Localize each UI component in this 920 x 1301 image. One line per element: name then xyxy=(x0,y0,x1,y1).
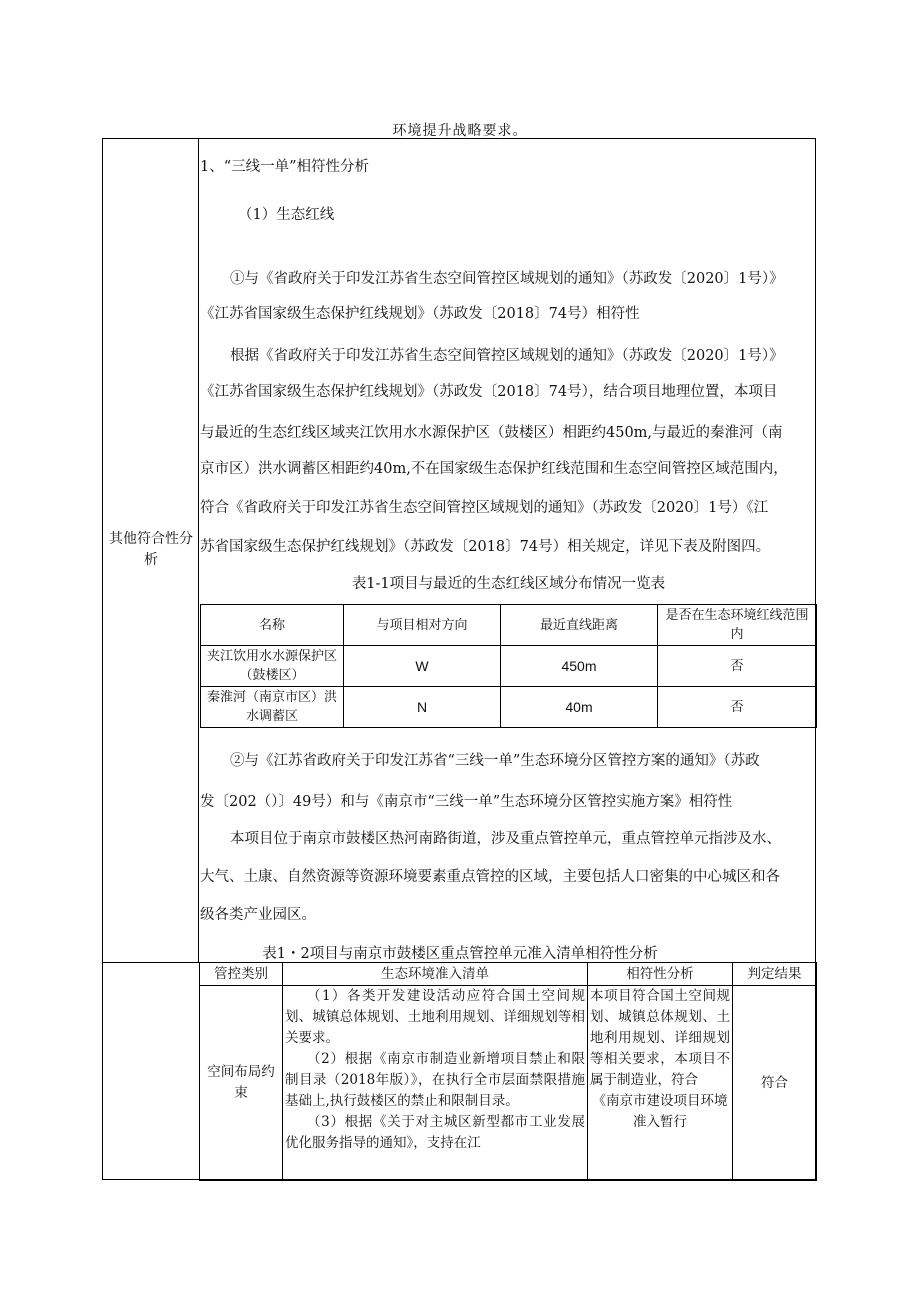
table2-list-item: （3）根据《关于对主城区新型都市工业发展优化服务指导的通知》，支持在江 xyxy=(285,1114,585,1151)
table2-header-analysis: 相符性分析 xyxy=(588,963,733,986)
table1-cell-direction: N xyxy=(344,687,501,728)
form-frame xyxy=(102,138,816,1180)
table2-cell-list xyxy=(283,986,588,1181)
table2-cell-analysis xyxy=(588,986,733,1181)
para4-line1: 本项目位于南京市鼓楼区热河南路街道，涉及重点管控单元，重点管控单元指涉及水、 xyxy=(230,831,781,847)
heading-three-lines: 1、“三线一单”相符性分析 xyxy=(200,159,370,175)
table1-cell-inside: 否 xyxy=(658,646,817,687)
table2-caption: 表1・2项目与南京市鼓楼区重点管控单元准入清单相符性分析 xyxy=(262,946,658,962)
table2-list-item: （1）各类开发建设活动应符合国土空间规划、城镇总体规划、土地利用规划、详细规划等相关要求。 xyxy=(285,988,585,1046)
table2-cell-category: 空间布局约束 xyxy=(200,986,283,1181)
table1-header xyxy=(201,605,817,646)
table1-cell-name: 夹江饮用水水源保护区（鼓楼区） xyxy=(201,646,344,687)
para4-line3: 级各类产业园区。 xyxy=(200,907,316,923)
table1-cell-distance: 450m xyxy=(501,646,658,687)
table2-header-category: 管控类别 xyxy=(200,963,283,986)
para3-line1: ②与《江苏省政府关于印发江苏省“三线一单”生态环境分区管控方案的通知》（苏政 xyxy=(230,753,760,769)
table2-cell-result: 符合 xyxy=(733,986,817,1181)
analysis-content xyxy=(200,139,817,962)
para2-line2: 《江苏省国家级生态保护红线规划》（苏政发〔2018〕74号），结合项目地理位置，本项目 xyxy=(200,384,778,400)
para3-line2: 发〔202（）〕49号）和与《南京市“三线一单”生态环境分区管控实施方案》相符性 xyxy=(200,794,733,810)
para2-line6: 苏省国家级生态保护红线规划》（苏政发〔2018〕74号）相关规定，详见下表及附图四。 xyxy=(200,539,771,555)
table2-list-item: （2）根据《南京市制造业新增项目禁止和限制目录（2018年版）》，在执行全市层面禁限措施基础上,执行鼓楼区的禁止和限制目录。 xyxy=(285,1051,585,1109)
table1-caption: 表1-1项目与最近的生态红线区域分布情况一览表 xyxy=(351,576,666,592)
table1-cell-direction: W xyxy=(344,646,501,687)
para2-line5: 符合《省政府关于印发江苏省生态空间管控区域规划的通知》（苏政发〔2020〕1号）《江 xyxy=(200,500,769,516)
table1-cell-name: 秦淮河（南京市区）洪水调蓄区 xyxy=(201,687,344,728)
para2-line1: 根据《省政府关于印发江苏省生态空间管控区域规划的通知》（苏政发〔2020〕1号）》 xyxy=(230,348,784,364)
table1-cell-inside: 否 xyxy=(658,687,817,728)
para1-line1: ①与《省政府关于印发江苏省生态空间管控区域规划的通知》（苏政发〔2020〕1号）》 xyxy=(230,271,784,287)
table2-analysis-text: 本项目符合国土空间规划、城镇总体规划、土地利用规划、详细规划等相关要求，本项目不属于制造业，符合 xyxy=(590,988,730,1088)
page-top-line: 环境提升战略要求。 xyxy=(392,123,528,139)
para2-line4: 京市区）洪水调蓄区相距约40m,不在国家级生态保护红线范围和生态空间管控区域范围内， xyxy=(200,461,788,477)
table2-header xyxy=(200,963,817,986)
table1-cell-distance: 40m xyxy=(501,687,658,728)
table2 xyxy=(199,962,817,1181)
para2-line3: 与最近的生态红线区域夹江饮用水水源保护区（鼓楼区）相距约450m,与最近的秦淮河（南 xyxy=(200,425,783,441)
table1-header-direction: 与项目相对方向 xyxy=(344,605,501,646)
table-row xyxy=(201,687,817,728)
table-row xyxy=(201,646,817,687)
para1-line2: 《江苏省国家级生态保护红线规划》（苏政发〔2018〕74号）相符性 xyxy=(200,306,640,322)
heading-ecological-redline: （1）生态红线 xyxy=(238,207,335,223)
para4-line2: 大气、土康、自然资源等资源环境要素重点管控的区域，主要包括人口密集的中心城区和各 xyxy=(200,869,780,885)
table1 xyxy=(200,604,817,728)
table-row xyxy=(200,986,817,1181)
table1-header-name: 名称 xyxy=(201,605,344,646)
left-column xyxy=(103,139,199,962)
table2-header-result: 判定结果 xyxy=(733,963,817,986)
table2-analysis-tail: 《南京市建设项目环境准入暂行 xyxy=(592,1093,728,1130)
table1-header-inside: 是否在生态环境红线范围内 xyxy=(658,605,817,646)
table1-header-distance: 最近直线距离 xyxy=(501,605,658,646)
section-label: 其他符合性分析 xyxy=(109,531,193,568)
table2-header-list: 生态环境准入清单 xyxy=(283,963,588,986)
